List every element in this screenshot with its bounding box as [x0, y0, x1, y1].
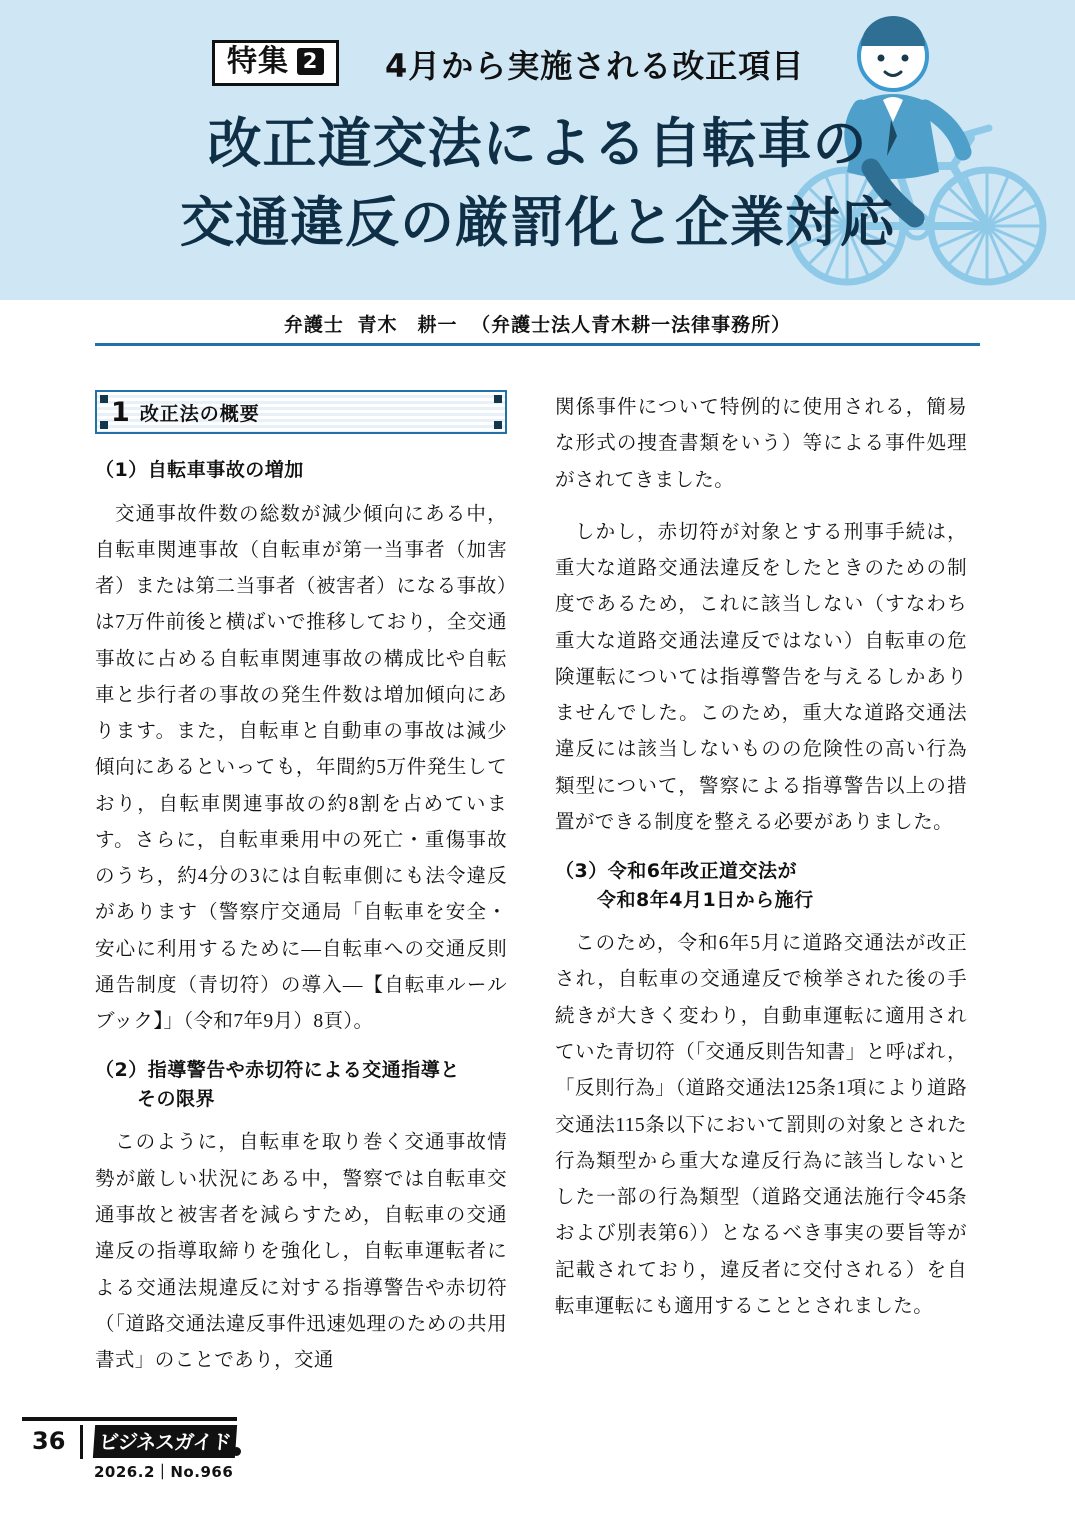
feature-number: 2	[297, 48, 324, 75]
article-body	[95, 390, 980, 1390]
author-name: 青木 耕一	[357, 314, 458, 336]
section-number: 1	[111, 396, 130, 428]
paragraph-right-3: このため，令和6年5月に道路交通法が改正され，自転車の交通違反で検挙された後の手続きが大きく変わり，自動車運転に適用されていた青切符（「交通反則告知書」と呼ばれ，「反則行為」（道路交通法125条1項により道路交通法115条以下において罰則の対象とされた行為類型から重大な違反行為に該当しないとした一部の行為類型（道路交通法施行令45条および別表第6））となるべき事実の要旨等が記載されており，違反者に交付される）を自転車運転にも適用することとされました。	[555, 933, 967, 1317]
banner-subtitle: 4月から実施される改正項目	[385, 47, 805, 85]
section-title: 改正法の概要	[139, 402, 260, 425]
paragraph-left-2: このように，自転車を取り巻く交通事故情勢が厳しい状況にある中，警察では自転車交通事故と被害者を減らすため，自転車の交通違反の指導取締りを強化し，自転車運転者による交通法規違反に対する指導警告や赤切符（「道路交通法違反事件迅速処理のための共用書式」のことであり，交通	[95, 1132, 507, 1372]
title-line-1: 改正道交法による自転車の	[207, 112, 868, 175]
author-byline	[95, 310, 980, 346]
section-heading	[95, 390, 507, 434]
magazine-logo: ビジネスガイド	[93, 1425, 237, 1458]
subheading-2-line-2: その限界	[137, 1087, 216, 1110]
header-banner	[0, 0, 1075, 300]
footer-vertical-bar	[80, 1425, 83, 1459]
corner-marker-bottom-right	[494, 421, 502, 429]
corner-marker-bottom-left	[100, 421, 108, 429]
author-role: 弁護士	[283, 314, 344, 336]
feature-tag	[212, 40, 339, 86]
footer-divider	[22, 1417, 237, 1421]
column-left	[95, 390, 507, 1390]
column-right	[555, 390, 967, 1390]
paragraph-left-1: 交通事故件数の総数が減少傾向にある中，自転車関連事故（自転車が第一当事者（加害者）または第二当事者（被害者）になる事故）は7万件前後と横ばいで推移しており，全交通事故に占める自転車関連事故の構成比や自転車と歩行者の事故の発生件数は増加傾向にあります。また，自転車と自動車の事故は減少傾向にあるといっても，年間約5万件発生しており，自転車関連事故の約8割を占めています。さらに，自転車乗用中の死亡・重傷事故のうち，約4分の3には自転車側にも法令違反があります（警察庁交通局「自転車を安全・安心に利用するために―自転車への交通反則通告制度（青切符）の導入―【自転車ルールブック】」（令和7年9月）8頁）。	[95, 503, 507, 1033]
author-affiliation: （弁護士法人青木耕一法律事務所）	[471, 314, 792, 336]
subheading-3-line-1: （3）令和6年改正道交法が	[555, 860, 797, 883]
footer-dot-icon	[232, 1447, 241, 1456]
paragraph-right-2: しかし，赤切符が対象とする刑事手続は，重大な道路交通法違反をしたときのための制度であるため，これに該当しない（すなわち重大な道路交通法違反ではない）自転車の危険運転については指導警告を与えるしかありませんでした。このため，重大な道路交通法違反には該当しないものの危険性の高い行為類型について，警察による指導警告以上の措置ができる制度を整える必要がありました。	[555, 521, 967, 833]
subheading-1: （1）自転車事故の増加	[95, 459, 304, 481]
subheading-3-line-2: 令和8年4月1日から施行	[597, 888, 814, 911]
title-line-2: 交通違反の厳罰化と企業対応	[180, 191, 895, 255]
feature-label: 特集	[227, 44, 289, 79]
page-title	[0, 104, 1075, 263]
page-number: 36	[32, 1427, 66, 1455]
subheading-3	[555, 857, 967, 914]
issue-info: 2026.2｜No.966	[94, 1463, 234, 1481]
page-footer	[22, 1417, 1042, 1479]
subheading-2	[95, 1056, 507, 1113]
subheading-2-line-1: （2）指導警告や赤切符による交通指導と	[95, 1059, 460, 1082]
paragraph-right-1: 関係事件について特例的に使用される，簡易な形式の捜査書類をいう）等による事件処理がされてきました。	[555, 397, 967, 491]
